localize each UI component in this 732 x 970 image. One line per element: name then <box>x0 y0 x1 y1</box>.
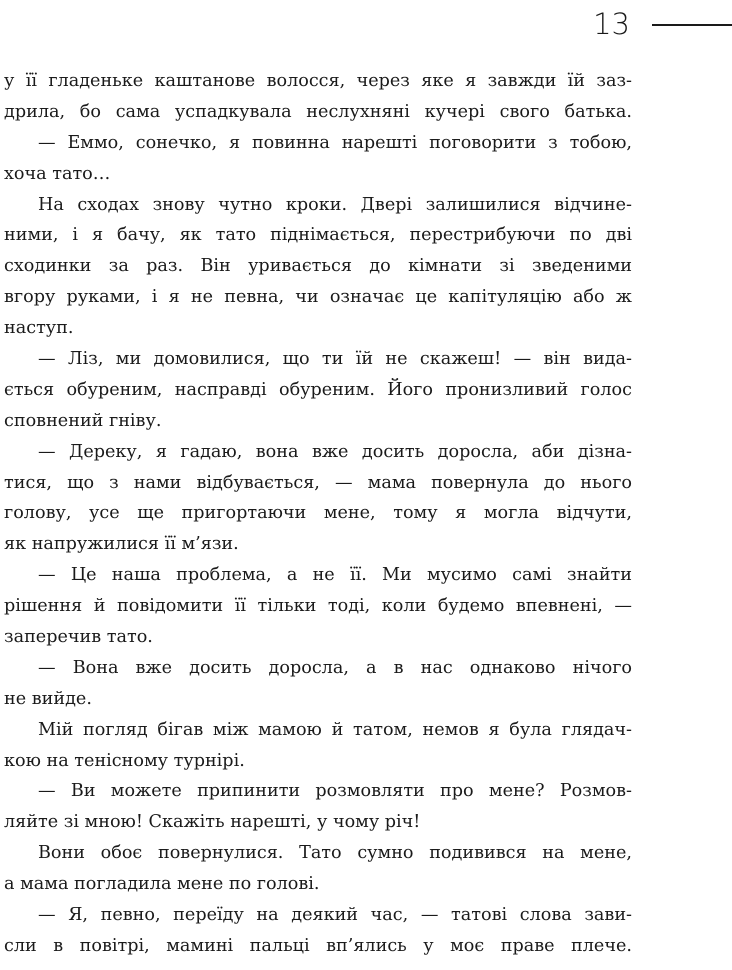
text-line: — Еммо, сонечко, я повинна нарешті поговорити з тобою, <box>38 132 632 153</box>
body-text <box>4 66 632 962</box>
text-line: ється обуреним, насправді обуреним. Його пронизливий голос <box>4 379 632 400</box>
text-line: — Ліз, ми домовилися, що ти їй не скажеш! — він вида- <box>38 349 632 370</box>
text-line: а мама погладила мене по голові. <box>4 874 320 895</box>
text-line: На сходах знову чутно кроки. Двері залишилися відчине- <box>38 194 632 215</box>
text-line: дрила, бо сама успадкувала неслухняні кучері свого батька. <box>4 101 632 122</box>
text-line: ляйте зі мною! Скажіть нарешті, у чому річ! <box>4 812 421 833</box>
text-line: Вони обоє повернулися. Тато сумно подивився на мене, <box>38 843 632 864</box>
text-line: у її гладеньке каштанове волосся, через яке я завжди їй зaз- <box>4 71 632 91</box>
header-rule <box>652 24 732 26</box>
text-line: наступ. <box>4 318 74 339</box>
text-line: заперечив тато. <box>4 627 153 648</box>
text-line: кою на тенісному турнірі. <box>4 750 245 771</box>
text-line: як напружилися її м’язи. <box>4 534 239 555</box>
text-line: хоча тато… <box>4 163 111 184</box>
text-line: вгору руками, і я не певна, чи означає це капітуляцію або ж <box>4 287 632 308</box>
page-header <box>0 6 732 46</box>
text-line: ними, і я бачу, як тато піднімається, перестрибуючи по дві <box>4 225 632 246</box>
text-line: голову, усе ще пригортаючи мене, тому я могла відчути, <box>4 503 632 524</box>
text-line: — Ви можете припинити розмовляти про мене? Розмов- <box>38 781 632 802</box>
text-line: сходинки за раз. Він уривається до кімнати зі зведеними <box>4 256 632 277</box>
text-line: тися, що з нами відбувається, — мама повернула до нього <box>4 472 632 493</box>
text-line: Мій погляд бігав між мамою й татом, немов я була глядач- <box>38 719 632 740</box>
text-line: рішення й повідомити її тільки тоді, коли будемо впевнені, — <box>4 596 632 617</box>
text-line: не вийде. <box>4 688 92 709</box>
text-line: — Я, певно, переїду на деякий час, — татові слова зави- <box>38 905 632 926</box>
page-number: 13 <box>593 7 630 41</box>
text-line: сли в повітрі, мамині пальці вп’ялись у моє праве плече. <box>4 935 632 956</box>
text-line: сповнений гніву. <box>4 410 162 431</box>
text-line: — Вона вже досить доросла, а в нас однаково нічого <box>38 657 632 678</box>
text-line: — Це наша проблема, а не її. Ми мусимо самі знайти <box>38 565 632 586</box>
text-line: — Дереку, я гадаю, вона вже досить доросла, аби дізна- <box>38 441 632 462</box>
